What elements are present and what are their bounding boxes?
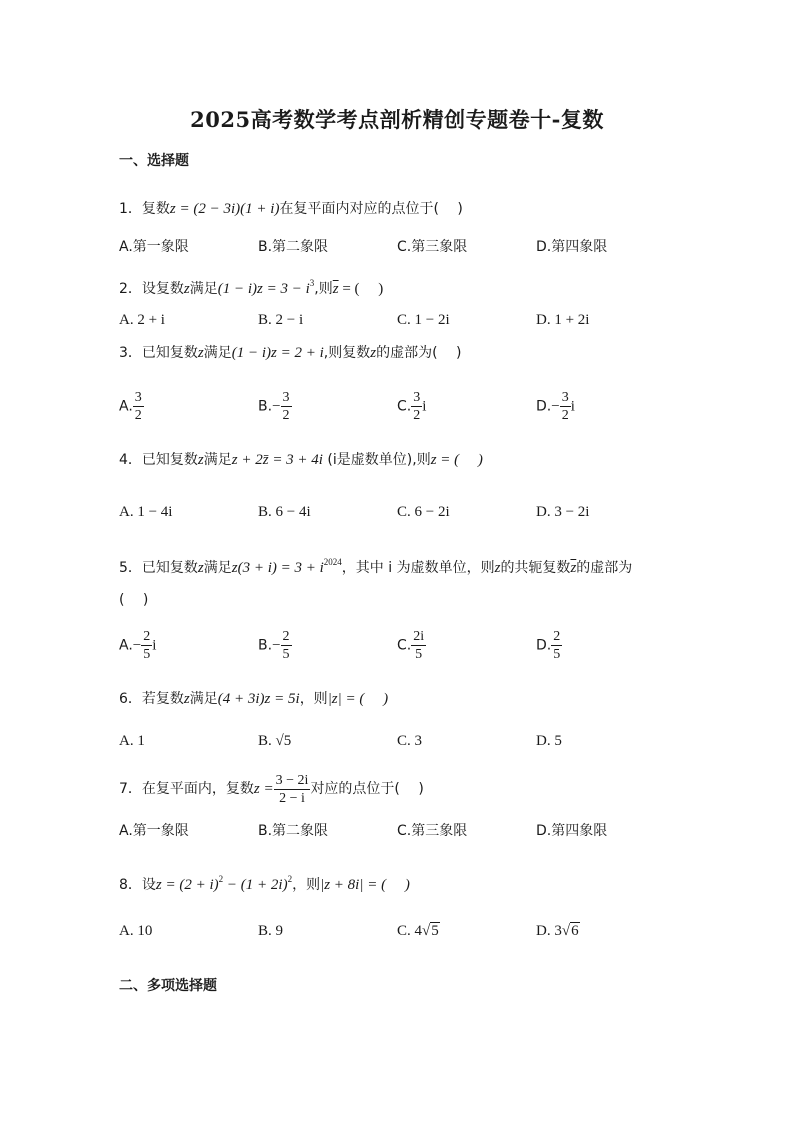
question-4-stem	[119, 449, 483, 471]
exponent: 2024	[323, 557, 342, 567]
option-d[interactable]: D. 3 − 2i	[536, 504, 590, 520]
question-number: 2．	[119, 281, 142, 297]
fraction: $\frac{2}{5}$	[143, 629, 151, 662]
question-number: 6．	[119, 691, 142, 707]
exponent: 2	[218, 874, 224, 884]
stem-text: (i是虚数单位),则	[322, 452, 431, 468]
stem-text: 若复数	[141, 691, 184, 707]
stem-text: 的共轭复数	[500, 560, 571, 576]
question-number: 4．	[119, 452, 142, 468]
option-c[interactable]: C. 4√5	[397, 918, 440, 944]
stem-math: z = (2 − 3i)(1 + i)	[169, 201, 280, 217]
stem-text: 满足	[189, 691, 218, 707]
question-number: 5．	[119, 560, 142, 576]
stem-text: 设复数	[141, 281, 184, 297]
question-number: 3．	[119, 345, 142, 361]
question-5-stem-continued: ( )	[119, 592, 149, 608]
stem-text: |z| = ( )	[327, 691, 389, 707]
section-heading-multiple-choice: 二、多项选择题	[119, 978, 217, 994]
stem-var: z	[183, 281, 190, 297]
sqrt-symbol: √6	[561, 923, 579, 939]
stem-text: 的虚部为	[576, 560, 633, 576]
option-d[interactable]: D.− $\frac{3}{2}$ i	[536, 390, 575, 423]
stem-text: ，则	[299, 691, 328, 707]
option-d[interactable]: D. $\frac{2}{5}$	[536, 629, 561, 662]
option-a[interactable]: A.第一象限	[119, 239, 189, 255]
option-a[interactable]: A. $\frac{3}{2}$	[119, 390, 142, 423]
option-d[interactable]: D.第四象限	[536, 823, 608, 839]
stem-var: z	[197, 345, 204, 361]
option-d[interactable]: D.第四象限	[536, 239, 608, 255]
option-c[interactable]: C.第三象限	[397, 823, 468, 839]
question-5-stem	[119, 551, 632, 579]
question-6-stem	[119, 688, 388, 710]
fraction: $\frac{3}{2}$	[413, 390, 421, 423]
stem-text: ,则复数	[323, 345, 371, 361]
stem-math: z =	[253, 781, 274, 797]
stem-text: 在复平面内，复数	[141, 781, 254, 797]
option-d[interactable]: D. 3√6	[536, 918, 580, 944]
stem-text: 已知复数	[141, 560, 198, 576]
option-c[interactable]: C. $\frac{2i}{5}$	[397, 629, 425, 662]
question-6-options	[119, 728, 739, 754]
stem-math: (1 − i)z = 3 − i	[217, 281, 310, 297]
option-b[interactable]: B. 2 − i	[258, 312, 304, 328]
stem-math: z + 2z̄ = 3 + 4i	[231, 452, 323, 468]
stem-text: 对应的点位于( )	[310, 781, 424, 797]
question-8-stem	[119, 868, 410, 896]
stem-text: 已知复数	[141, 452, 198, 468]
stem-math: (4 + 3i)z = 5i	[217, 691, 300, 707]
question-3-options	[119, 389, 739, 429]
question-8-options	[119, 918, 739, 944]
question-4-options	[119, 499, 739, 525]
stem-text: 复数	[141, 201, 170, 217]
fraction: $\frac{2}{5}$	[282, 629, 290, 662]
option-c[interactable]: C.第三象限	[397, 239, 468, 255]
option-c[interactable]: C. 3	[397, 733, 423, 749]
stem-var: z	[197, 452, 204, 468]
stem-var: z	[370, 345, 377, 361]
stem-text: 满足	[203, 345, 232, 361]
stem-text: |z + 8i| = ( )	[320, 877, 410, 893]
sqrt-symbol: √5	[422, 923, 439, 939]
stem-text: = ( )	[338, 281, 384, 297]
option-a[interactable]: A. 10	[119, 923, 153, 939]
option-c[interactable]: C. $\frac{3}{2}$ i	[397, 390, 427, 423]
question-number: 8．	[119, 877, 142, 893]
option-b[interactable]: B.第二象限	[258, 239, 329, 255]
option-a[interactable]: A. 1	[119, 733, 145, 749]
section-heading-single-choice: 一、选择题	[119, 153, 189, 169]
option-a[interactable]: A.第一象限	[119, 823, 189, 839]
stem-math: z(3 + i) = 3 + i	[231, 560, 324, 576]
option-b[interactable]: B. 6 − 4i	[258, 504, 311, 520]
question-number: 1．	[119, 201, 142, 217]
stem-var: z	[183, 691, 190, 707]
option-a[interactable]: A. 2 + i	[119, 312, 165, 328]
question-7-options	[119, 818, 739, 844]
stem-text: 设	[141, 877, 156, 893]
stem-text: 满足	[203, 560, 232, 576]
stem-var: z	[197, 560, 204, 576]
question-7-stem	[119, 768, 424, 810]
question-5-options	[119, 628, 739, 668]
option-b[interactable]: B.− $\frac{3}{2}$	[258, 390, 290, 423]
stem-text: ，其中 i 为虚数单位，则	[341, 560, 495, 576]
option-a[interactable]: A. 1 − 4i	[119, 504, 173, 520]
option-c[interactable]: C. 6 − 2i	[397, 504, 450, 520]
option-b[interactable]: B. 9	[258, 923, 284, 939]
conjugate-var: $\overline{z}$	[332, 281, 339, 297]
question-3-stem	[119, 342, 461, 364]
question-2-stem	[119, 272, 383, 300]
fraction: $\frac{2}{5}$	[553, 629, 561, 662]
option-d[interactable]: D. 5	[536, 733, 562, 749]
exponent: 2	[287, 874, 293, 884]
stem-math: (1 − i)z = 2 + i	[231, 345, 324, 361]
stem-var: z	[494, 560, 501, 576]
option-b[interactable]: B. √5	[258, 733, 292, 749]
stem-text: ，则	[292, 877, 321, 893]
stem-text: 满足	[189, 281, 218, 297]
option-c[interactable]: C. 1 − 2i	[397, 312, 450, 328]
question-2-options	[119, 307, 739, 333]
option-d[interactable]: D. 1 + 2i	[536, 312, 590, 328]
question-1-stem	[119, 198, 463, 220]
stem-text: 的虚部为( )	[376, 345, 462, 361]
question-number: 7．	[119, 781, 142, 797]
stem-math: z = (2 + i)	[155, 877, 219, 893]
page-title: 2025高考数学考点剖析精创专题卷十-复数	[190, 107, 604, 132]
option-b[interactable]: B.第二象限	[258, 823, 329, 839]
stem-text: z = ( )	[430, 452, 483, 468]
stem-text: ,则	[314, 281, 333, 297]
stem-math: − (1 + 2i)	[223, 877, 288, 893]
stem-text: 满足	[203, 452, 232, 468]
stem-text: 在复平面内对应的点位于( )	[279, 201, 463, 217]
question-1-options	[119, 234, 739, 260]
exponent: 3	[309, 278, 315, 288]
option-a[interactable]: A.− $\frac{2}{5}$ i	[119, 629, 157, 662]
fraction: $\frac{3 - 2i}{2 - i}$	[275, 772, 309, 806]
fraction: $\frac{2i}{5}$	[413, 629, 425, 662]
option-b[interactable]: B.− $\frac{2}{5}$	[258, 629, 290, 662]
stem-text: 已知复数	[141, 345, 198, 361]
fraction: $\frac{3}{2}$	[561, 390, 569, 423]
fraction: $\frac{3}{2}$	[134, 390, 142, 423]
fraction: $\frac{3}{2}$	[282, 390, 290, 423]
conjugate-var: $\overline{z}$	[570, 560, 577, 576]
